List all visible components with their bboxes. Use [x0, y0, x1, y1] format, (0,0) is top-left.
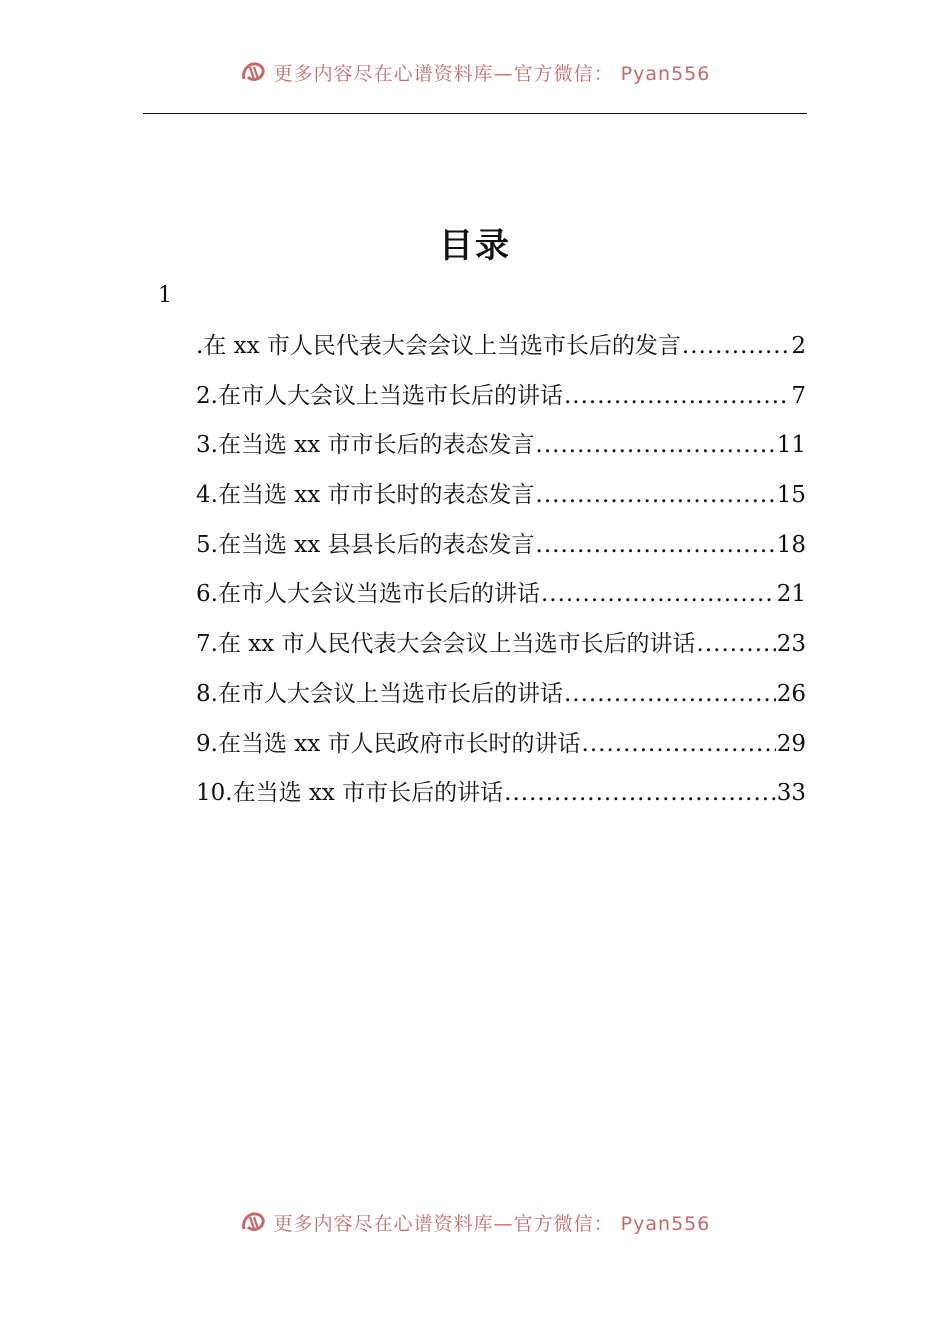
toc-entry-title: 2.在市人大会议上当选市长后的讲话: [196, 382, 563, 409]
watermark-text: 更多内容尽在心谱资料库—官方微信： Pyan556: [273, 1212, 711, 1235]
toc-page-number: 18: [776, 531, 806, 558]
toc-page-number: 29: [776, 730, 806, 757]
toc-dot-leader: [541, 581, 776, 607]
brand-logo-icon: [240, 59, 268, 85]
toc-entry-title: 4.在当选 xx 市市长时的表态发言: [196, 482, 535, 509]
stray-number: 1: [158, 283, 172, 308]
toc-dot-leader: [536, 482, 776, 508]
footer-watermark: [0, 1208, 950, 1236]
toc-entry-4[interactable]: [196, 476, 806, 526]
toc-entry-1[interactable]: [196, 327, 806, 377]
toc-entry-title: 10.在当选 xx 市市长后的讲话: [196, 780, 504, 807]
toc-entry-title: 3.在当选 xx 市市长后的表态发言: [196, 432, 535, 459]
toc-dot-leader: [582, 731, 776, 757]
toc-dot-leader: [564, 383, 790, 409]
toc-title: 目录: [439, 226, 511, 266]
header-rule: [143, 113, 807, 114]
toc-entry-10[interactable]: [196, 774, 806, 824]
toc-page-number: 23: [776, 631, 806, 658]
toc-list: [196, 327, 806, 824]
toc-entry-title: 8.在市人大会议上当选市长后的讲话: [196, 680, 563, 707]
toc-dot-leader: [564, 681, 776, 707]
toc-entry-8[interactable]: [196, 675, 806, 725]
toc-entry-title: .在 xx 市人民代表大会会议上当选市长后的发言: [196, 333, 681, 359]
toc-page-number: 33: [776, 780, 806, 807]
toc-dot-leader: [536, 532, 776, 558]
toc-page-number: 26: [776, 680, 806, 707]
toc-dot-leader: [697, 631, 776, 657]
toc-entry-7[interactable]: [196, 625, 806, 675]
toc-page-number: 21: [776, 581, 806, 608]
brand-logo-icon: [240, 1209, 268, 1235]
toc-dot-leader: [504, 780, 776, 806]
toc-page-number: 15: [776, 482, 806, 509]
toc-dot-leader: [536, 432, 776, 458]
toc-entry-6[interactable]: [196, 575, 806, 625]
watermark-text: 更多内容尽在心谱资料库—官方微信： Pyan556: [273, 62, 711, 85]
toc-page-number: 11: [776, 432, 806, 459]
toc-entry-2[interactable]: [196, 377, 806, 427]
toc-entry-5[interactable]: [196, 526, 806, 576]
toc-page-number: 7: [791, 382, 806, 409]
toc-entry-title: 9.在当选 xx 市人民政府市长时的讲话: [196, 730, 581, 757]
toc-page-number: 2: [791, 333, 806, 359]
toc-dot-leader: [682, 333, 790, 359]
toc-entry-3[interactable]: [196, 426, 806, 476]
toc-entry-title: 5.在当选 xx 县县长后的表态发言: [196, 531, 535, 558]
toc-entry-title: 7.在 xx 市人民代表大会会议上当选市长后的讲话: [196, 631, 696, 658]
toc-entry-title: 6.在市人大会议当选市长后的讲话: [196, 581, 540, 608]
toc-entry-9[interactable]: [196, 725, 806, 775]
header-watermark: [0, 58, 950, 86]
